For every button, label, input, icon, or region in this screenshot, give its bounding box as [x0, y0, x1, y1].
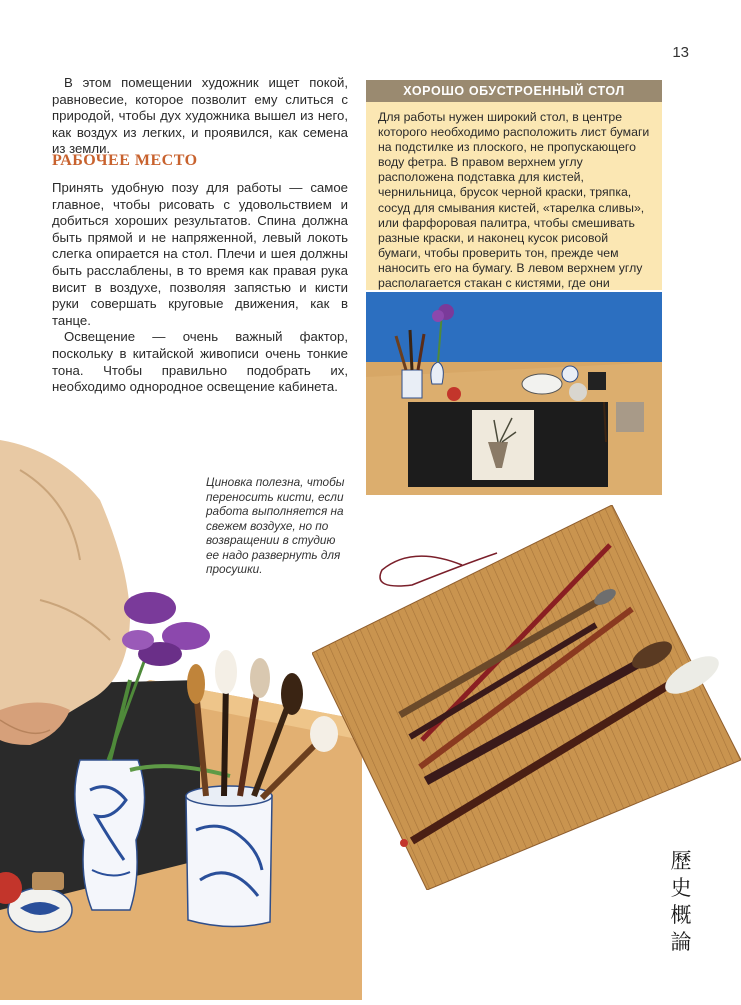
sidebar-text: Для работы нужен широкий стол, в центре которого необходимо расположить лист бумаги на подстилке из плоского, не пропускающего воду фетра. В правом верхнем углу расположена подставка для кистей, чернильница, брусок черной краски, тряпка, сосуд для смывания кистей, «тарелка сливы», или фарфоровая палитра, чтобы смешивать разные краски, и наконец кусок рисовой бумаги, чтобы проверить тон, прежде чем наносить его на бумагу. В левом верхнем углу располагается стакан с кистями, где они [378, 110, 650, 291]
desk-photo [366, 292, 662, 495]
sidebar-box [366, 80, 662, 290]
body-paragraph-lighting: Освещение — очень важный фактор, поскольку в китайской живописи очень тонкие тона. Чтобы правильно подобрать их, необходимо однородное освещение кабинета. [52, 329, 348, 395]
calligraphy-seal [668, 848, 694, 956]
calligraphy-char: 論 [670, 930, 692, 954]
page-number: 13 [672, 44, 689, 61]
calligraphy-char: 概 [670, 903, 692, 927]
section-body [52, 180, 348, 396]
calligraphy-char: 史 [670, 876, 692, 900]
body-paragraph-posture: Принять удобную позу для работы — самое главное, чтобы рисовать с удовольствием и добиться хороших результатов. Спина должна быть прямой и не напряженной, левый локоть слегка опирается на стол. Плечи и шея должны быть расслаблены, в то время как правая рука висит в воздухе, позволяя запястью и кисти руки совершать круговые движения, как в танце. [52, 180, 348, 328]
intro-paragraph: В этом помещении художник ищет покой, равновесие, которое позволит ему слиться с природой, чтобы дух художника вышел из него, как воздух из легких, и проявился, как семена из земли. [52, 75, 348, 157]
sidebar-title: ХОРОШО ОБУСТРОЕННЫЙ СТОЛ [366, 80, 662, 102]
calligraphy-char: 歷 [670, 849, 692, 873]
mat-caption: Циновка полезна, чтобы переносить кисти, если работа выполняется на свежем воздухе, но по возвращении в студию ее надо развернуть для просушки. [206, 475, 345, 576]
mat-photo [312, 505, 741, 890]
section-heading: РАБОЧЕЕ МЕСТО [52, 152, 198, 169]
